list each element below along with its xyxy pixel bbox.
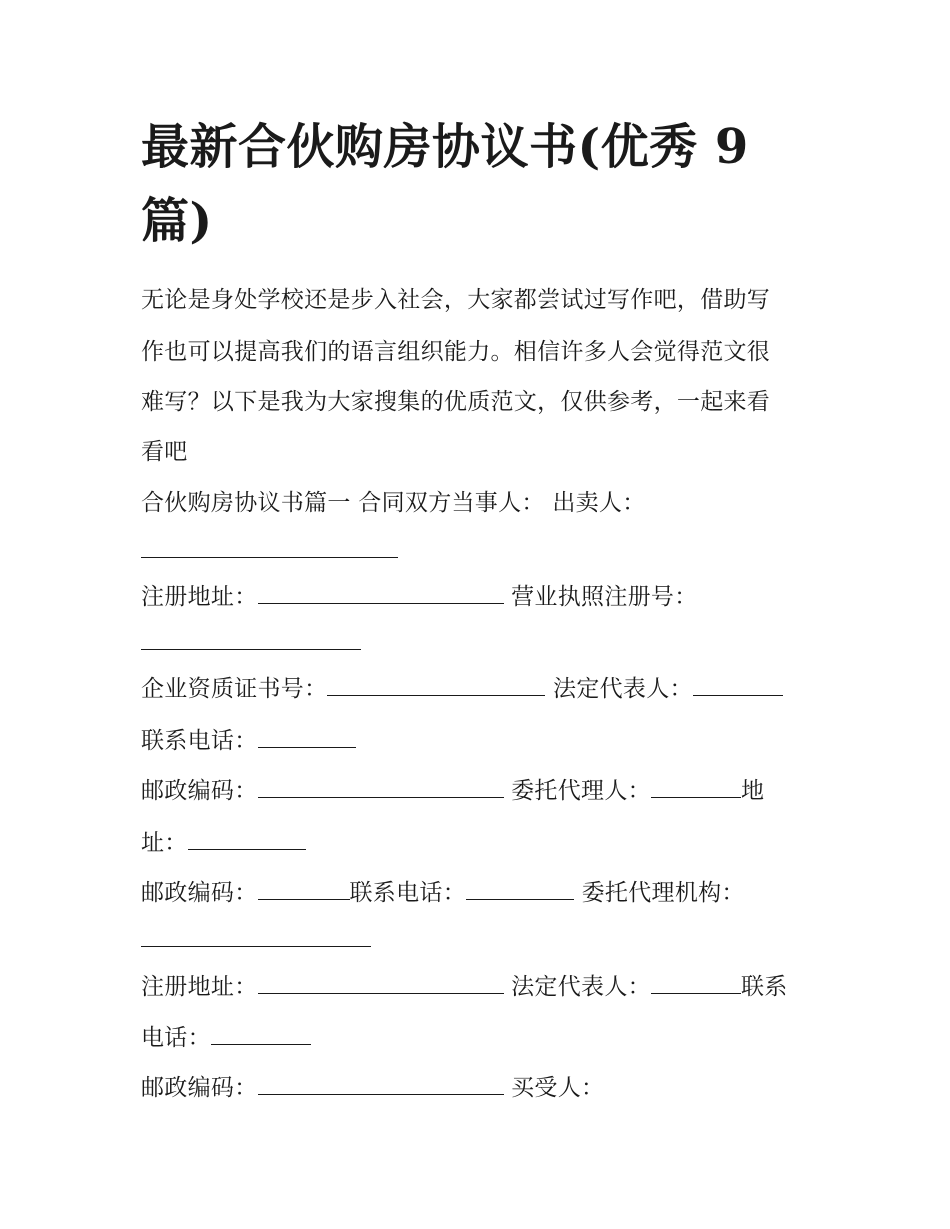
form-line-phone xyxy=(141,726,356,756)
intro-line-4: 看吧 xyxy=(141,439,188,465)
postcode-label: 邮政编码： xyxy=(141,778,258,804)
document-title: 最新合伙购房协议书(优秀 9篇) xyxy=(141,119,749,249)
address-label-end: 址： xyxy=(141,830,188,856)
license-no-label: 营业执照注册号： xyxy=(511,584,698,610)
phone-label: 联系电话： xyxy=(141,728,258,754)
seller-name-blank[interactable] xyxy=(141,537,398,558)
form-line-license-no xyxy=(141,628,361,658)
legal-rep-blank-2[interactable] xyxy=(651,973,741,994)
form-line-postcode-2 xyxy=(141,878,745,908)
phone-blank-2[interactable] xyxy=(466,879,574,900)
phone-blank[interactable] xyxy=(258,727,356,748)
agency-label: 委托代理机构： xyxy=(581,880,745,906)
phone-label-2: 联系电话： xyxy=(349,880,466,906)
reg-address-blank-2[interactable] xyxy=(258,973,504,994)
form-line-qualification xyxy=(141,674,783,704)
agent-label: 委托代理人： xyxy=(511,778,651,804)
intro-line-1: 无论是身处学校还是步入社会，大家都尝试过写作吧，借助写 xyxy=(141,287,771,313)
postcode-label-2: 邮政编码： xyxy=(141,880,258,906)
postcode-blank-2[interactable] xyxy=(258,879,350,900)
form-line-seller-name xyxy=(141,536,398,566)
phone-label-3: 电话： xyxy=(141,1025,211,1051)
qualification-no-label: 企业资质证书号： xyxy=(141,676,328,702)
legal-rep-label: 法定代表人： xyxy=(553,676,693,702)
seller-heading-text: 合伙购房协议书篇一 合同双方当事人： 出卖人： xyxy=(141,490,646,516)
qualification-no-blank[interactable] xyxy=(327,675,545,696)
form-line-reg-address xyxy=(141,582,698,612)
postcode-label-3: 邮政编码： xyxy=(141,1075,258,1101)
agency-blank[interactable] xyxy=(141,926,371,947)
reg-address-label-2: 注册地址： xyxy=(141,974,258,1000)
form-line-phone-3 xyxy=(141,1023,311,1053)
contact-label-start: 联系 xyxy=(740,974,788,1000)
legal-rep-label-2: 法定代表人： xyxy=(511,974,651,1000)
reg-address-blank[interactable] xyxy=(258,583,504,604)
form-line-postcode-1 xyxy=(141,776,764,806)
address-blank[interactable] xyxy=(188,829,306,850)
form-line-agency xyxy=(141,925,371,955)
intro-line-2: 作也可以提高我们的语言组织能力。相信许多人会觉得范文很 xyxy=(141,339,771,365)
form-line-seller-heading xyxy=(141,488,646,518)
license-no-blank[interactable] xyxy=(141,629,361,650)
form-line-buyer xyxy=(141,1073,604,1103)
address-label-start: 地 xyxy=(740,778,765,804)
form-line-reg-address-2 xyxy=(141,972,788,1002)
postcode-blank[interactable] xyxy=(258,777,504,798)
agent-blank[interactable] xyxy=(651,777,741,798)
phone-blank-3[interactable] xyxy=(211,1024,311,1045)
form-line-address xyxy=(141,828,306,858)
buyer-label: 买受人： xyxy=(511,1075,605,1101)
postcode-blank-3[interactable] xyxy=(258,1074,504,1095)
legal-rep-blank[interactable] xyxy=(693,675,783,696)
intro-line-3: 难写？以下是我为大家搜集的优质范文，仅供参考，一起来看 xyxy=(141,389,771,415)
reg-address-label: 注册地址： xyxy=(141,584,258,610)
